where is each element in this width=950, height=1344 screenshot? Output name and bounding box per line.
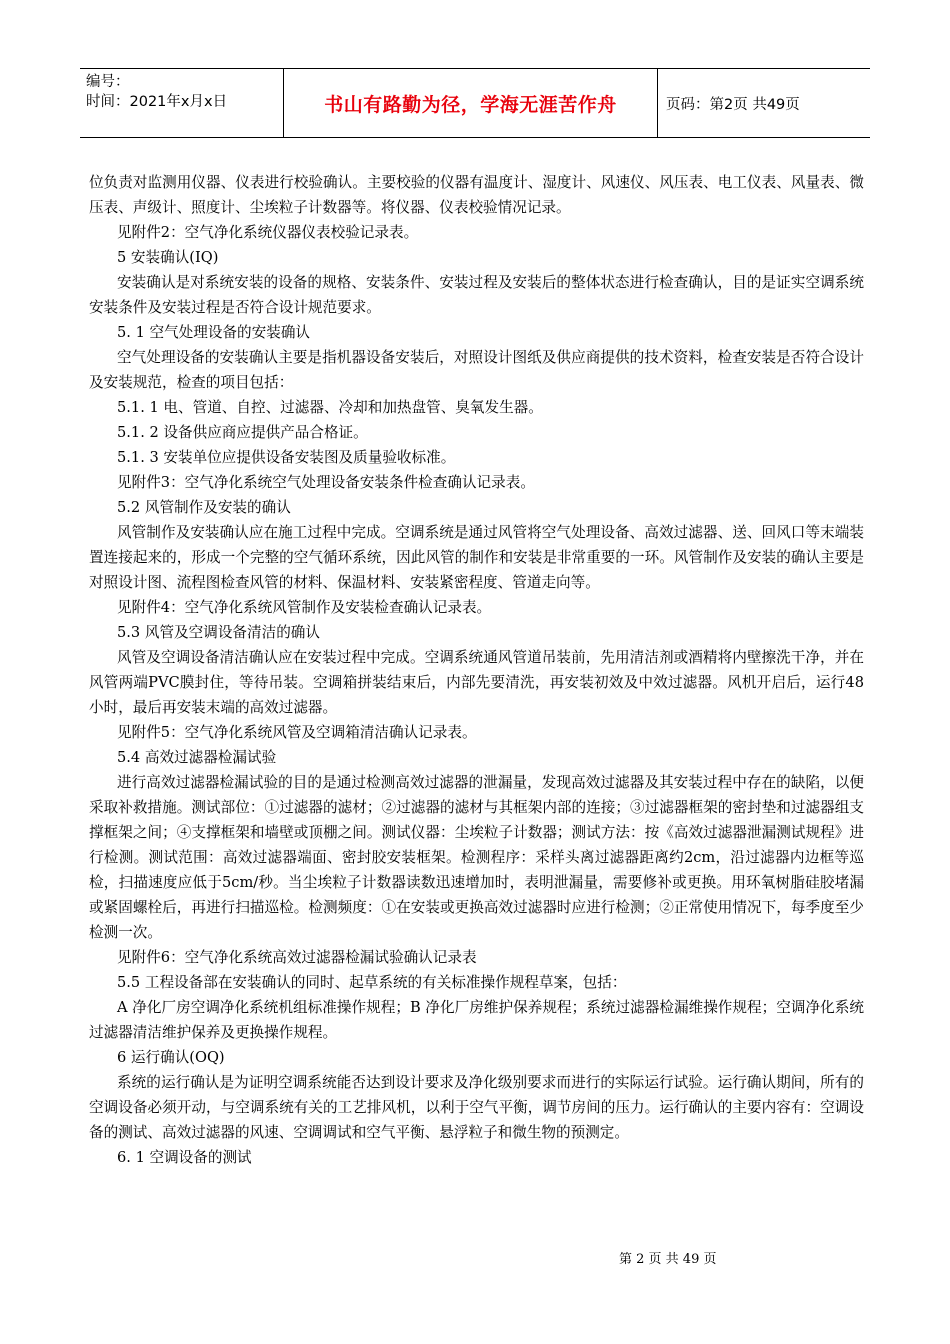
body-paragraph: 5.1. 2 设备供应商应提供产品合格证。 [117,424,368,441]
header-page-number: 页码：第2页 共49页 [666,96,800,113]
body-paragraph: 5.3 风管及空调设备清洁的确认 [117,624,320,641]
body-paragraph: 5 安装确认(IQ) [117,249,219,266]
body-paragraph: 5.4 高效过滤器检漏试验 [117,749,277,766]
body-paragraph: 见附件5：空气净化系统风管及空调箱清洁确认记录表。 [117,724,477,741]
page-header [80,68,870,138]
body-paragraph: 见附件3：空气净化系统空气处理设备安装条件检查确认记录表。 [117,474,535,491]
body-paragraph: 进行高效过滤器检漏试验的目的是通过检测高效过滤器的泄漏量，发现高效过滤器及其安装过程中存在的缺陷，以便采取补救措施。测试部位：①过滤器的滤材；②过滤器的滤材与其框架内部的连接；③过滤器框架的密封垫和过滤器组支撑框架之间；④支撑框架和墙壁或顶棚之间。测试仪器：尘埃粒子计数器；测试方法：按《高效过滤器泄漏测试规程》进行检测。测试范围：高效过滤器端面、密封胶安装框架。检测程序：采样头离过滤器距离约2cm，沿过滤器内边框等巡检，扫描速度应低于5cm/秒。当尘埃粒子计数器读数迅速增加时，表明泄漏量，需要修补或更换。用环氧树脂硅胶堵漏或紧固螺栓后，再进行扫描巡检。检测频度：①在安装或更换高效过滤器时应进行检测；②正常使用情况下，每季度至少检测一次。 [89,774,864,941]
body-paragraph: 见附件2：空气净化系统仪器仪表校验记录表。 [117,224,419,241]
body-paragraph: 风管制作及安装确认应在施工过程中完成。空调系统是通过风管将空气处理设备、高效过滤器、送、回风口等末端装置连接起来的，形成一个完整的空气循环系统，因此风管的制作和安装是非常重要的一环。风管制作及安装的确认主要是对照设计图、流程图检查风管的材料、保温材料、安装紧密程度、管道走向等。 [89,524,864,591]
body-paragraph: 6 运行确认(OQ) [117,1049,225,1066]
body-paragraph: 安装确认是对系统安装的设备的规格、安装条件、安装过程及安装后的整体状态进行检查确认，目的是证实空调系统安装条件及安装过程是否符合设计规范要求。 [89,274,864,316]
document-number-label: 编号： [86,74,130,90]
body-paragraph: 5.5 工程设备部在安装确认的同时、起草系统的有关标准操作规程草案，包括： [117,974,627,991]
document-body [89,170,864,1170]
body-paragraph: 5. 1 空气处理设备的安装确认 [117,324,311,341]
body-paragraph: 见附件4：空气净化系统风管制作及安装检查确认记录表。 [117,599,492,616]
document-time-label: 时间：2021年x月x日 [86,94,228,110]
header-meta [80,69,284,137]
body-paragraph: 系统的运行确认是为证明空调系统能否达到设计要求及净化级别要求而进行的实际运行试验。运行确认期间，所有的空调设备必须开动，与空调系统有关的工艺排风机，以利于空气平衡，调节房间的压力。运行确认的主要内容有：空调设备的测试、高效过滤器的风速、空调调试和空气平衡、悬浮粒子和微生物的预测定。 [89,1074,864,1141]
page-footer: 第 2 页 共 49 页 [619,1252,717,1267]
body-paragraph: 见附件6：空气净化系统高效过滤器检漏试验确认记录表 [117,949,477,966]
body-paragraph: A 净化厂房空调净化系统机组标准操作规程；B 净化厂房维护保养规程；系统过滤器检漏维操作规程；空调净化系统过滤器清洁维护保养及更换操作规程。 [89,999,864,1041]
body-paragraph: 位负责对监测用仪器、仪表进行校验确认。主要校验的仪器有温度计、湿度计、风速仪、风压表、电工仪表、风量表、微压表、声级计、照度计、尘埃粒子计数器等。将仪器、仪表校验情况记录。 [89,174,864,216]
body-paragraph: 5.1. 1 电、管道、自控、过滤器、冷却和加热盘管、臭氧发生器。 [117,399,543,416]
body-paragraph: 空气处理设备的安装确认主要是指机器设备安装后，对照设计图纸及供应商提供的技术资料，检查安装是否符合设计及安装规范，检查的项目包括： [89,349,864,391]
body-paragraph: 6. 1 空调设备的测试 [117,1149,252,1166]
body-paragraph: 风管及空调设备清洁确认应在安装过程中完成。空调系统通风管道吊装前，先用清洁剂或酒精将内壁擦洗干净，并在风管两端PVC膜封住，等待吊装。空调箱拼装结束后，内部先要清洗，再安装初效及中效过滤器。风机开启后，运行48小时，最后再安装末端的高效过滤器。 [89,649,864,716]
body-paragraph: 5.2 风管制作及安装的确认 [117,499,291,516]
body-paragraph: 5.1. 3 安装单位应提供设备安装图及质量验收标准。 [117,449,456,466]
header-motto: 书山有路勤为径，学海无涯苦作舟 [284,69,658,137]
